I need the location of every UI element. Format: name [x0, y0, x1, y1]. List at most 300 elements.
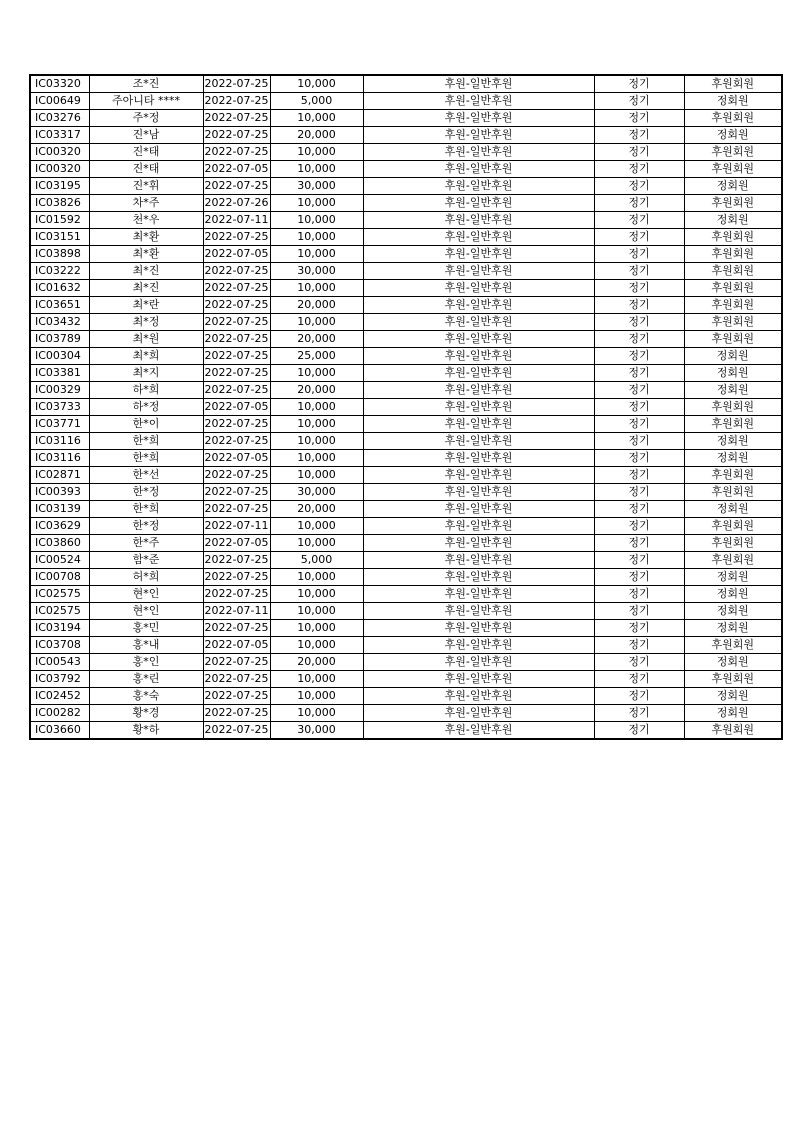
member-id-cell: IC00329	[30, 382, 89, 399]
table-row	[30, 212, 782, 229]
donation-date-cell: 2022-07-25	[203, 331, 270, 348]
period-cell: 정기	[594, 399, 684, 416]
member-id-cell: IC03139	[30, 501, 89, 518]
donor-name-cell: 최*희	[89, 348, 203, 365]
table-row	[30, 688, 782, 705]
member-id-cell: IC03651	[30, 297, 89, 314]
member-type-cell: 후원회원	[684, 399, 782, 416]
donation-type-cell: 후원-일반후원	[363, 688, 594, 705]
table-row	[30, 93, 782, 110]
donation-date-cell: 2022-07-05	[203, 399, 270, 416]
amount-cell: 10,000	[270, 518, 363, 535]
member-id-cell: IC03276	[30, 110, 89, 127]
amount-cell: 10,000	[270, 365, 363, 382]
member-type-cell: 정회원	[684, 688, 782, 705]
table-row	[30, 280, 782, 297]
amount-cell: 5,000	[270, 552, 363, 569]
amount-cell: 10,000	[270, 416, 363, 433]
amount-cell: 10,000	[270, 569, 363, 586]
member-type-cell: 정회원	[684, 433, 782, 450]
donation-type-cell: 후원-일반후원	[363, 552, 594, 569]
donation-type-cell: 후원-일반후원	[363, 399, 594, 416]
table-row	[30, 637, 782, 654]
donation-date-cell: 2022-07-26	[203, 195, 270, 212]
period-cell: 정기	[594, 586, 684, 603]
donation-date-cell: 2022-07-25	[203, 688, 270, 705]
period-cell: 정기	[594, 212, 684, 229]
period-cell: 정기	[594, 722, 684, 740]
amount-cell: 10,000	[270, 620, 363, 637]
member-type-cell: 정회원	[684, 569, 782, 586]
donation-type-cell: 후원-일반후원	[363, 314, 594, 331]
donor-name-cell: 조*진	[89, 75, 203, 93]
donation-type-cell: 후원-일반후원	[363, 382, 594, 399]
table-body	[30, 75, 782, 739]
amount-cell: 30,000	[270, 484, 363, 501]
period-cell: 정기	[594, 229, 684, 246]
period-cell: 정기	[594, 110, 684, 127]
table-row	[30, 552, 782, 569]
table-row	[30, 484, 782, 501]
member-type-cell: 정회원	[684, 654, 782, 671]
member-type-cell: 정회원	[684, 586, 782, 603]
donor-name-cell: 최*지	[89, 365, 203, 382]
donation-type-cell: 후원-일반후원	[363, 212, 594, 229]
donation-type-cell: 후원-일반후원	[363, 467, 594, 484]
donor-name-cell: 한*주	[89, 535, 203, 552]
period-cell: 정기	[594, 161, 684, 178]
donor-name-cell: 최*진	[89, 280, 203, 297]
donation-date-cell: 2022-07-25	[203, 433, 270, 450]
member-id-cell: IC03195	[30, 178, 89, 195]
table-row	[30, 722, 782, 740]
table-row	[30, 246, 782, 263]
member-type-cell: 후원회원	[684, 314, 782, 331]
member-id-cell: IC03432	[30, 314, 89, 331]
period-cell: 정기	[594, 263, 684, 280]
amount-cell: 10,000	[270, 705, 363, 722]
donor-name-cell: 홍*린	[89, 671, 203, 688]
member-id-cell: IC00649	[30, 93, 89, 110]
member-type-cell: 정회원	[684, 348, 782, 365]
period-cell: 정기	[594, 705, 684, 722]
donor-name-cell: 주*정	[89, 110, 203, 127]
period-cell: 정기	[594, 433, 684, 450]
member-type-cell: 후원회원	[684, 161, 782, 178]
amount-cell: 20,000	[270, 501, 363, 518]
donor-name-cell: 함*준	[89, 552, 203, 569]
period-cell: 정기	[594, 603, 684, 620]
amount-cell: 10,000	[270, 399, 363, 416]
member-type-cell: 후원회원	[684, 484, 782, 501]
donation-date-cell: 2022-07-25	[203, 229, 270, 246]
donation-date-cell: 2022-07-11	[203, 603, 270, 620]
member-type-cell: 후원회원	[684, 671, 782, 688]
member-id-cell: IC03771	[30, 416, 89, 433]
donor-name-cell: 하*정	[89, 399, 203, 416]
period-cell: 정기	[594, 688, 684, 705]
donor-name-cell: 현*인	[89, 603, 203, 620]
period-cell: 정기	[594, 280, 684, 297]
donation-type-cell: 후원-일반후원	[363, 127, 594, 144]
period-cell: 정기	[594, 671, 684, 688]
table-row	[30, 229, 782, 246]
amount-cell: 25,000	[270, 348, 363, 365]
table-row	[30, 535, 782, 552]
member-id-cell: IC03789	[30, 331, 89, 348]
period-cell: 정기	[594, 297, 684, 314]
donation-type-cell: 후원-일반후원	[363, 348, 594, 365]
member-id-cell: IC00320	[30, 161, 89, 178]
member-id-cell: IC03320	[30, 75, 89, 93]
table-row	[30, 382, 782, 399]
member-type-cell: 후원회원	[684, 246, 782, 263]
donation-type-cell: 후원-일반후원	[363, 416, 594, 433]
member-id-cell: IC03826	[30, 195, 89, 212]
donation-date-cell: 2022-07-05	[203, 246, 270, 263]
table-row	[30, 586, 782, 603]
table-row	[30, 75, 782, 93]
amount-cell: 10,000	[270, 450, 363, 467]
member-id-cell: IC02575	[30, 603, 89, 620]
donation-date-cell: 2022-07-25	[203, 314, 270, 331]
amount-cell: 10,000	[270, 688, 363, 705]
table-row	[30, 603, 782, 620]
period-cell: 정기	[594, 637, 684, 654]
table-row	[30, 450, 782, 467]
period-cell: 정기	[594, 144, 684, 161]
period-cell: 정기	[594, 450, 684, 467]
member-id-cell: IC03194	[30, 620, 89, 637]
donor-name-cell: 진*태	[89, 161, 203, 178]
donor-name-cell: 최*진	[89, 263, 203, 280]
donation-date-cell: 2022-07-11	[203, 518, 270, 535]
donation-date-cell: 2022-07-25	[203, 467, 270, 484]
donor-name-cell: 홍*인	[89, 654, 203, 671]
donation-date-cell: 2022-07-25	[203, 722, 270, 740]
donor-name-cell: 허*희	[89, 569, 203, 586]
member-id-cell: IC02575	[30, 586, 89, 603]
member-type-cell: 후원회원	[684, 75, 782, 93]
table-row	[30, 331, 782, 348]
donation-date-cell: 2022-07-25	[203, 127, 270, 144]
donation-date-cell: 2022-07-25	[203, 382, 270, 399]
donor-name-cell: 천*우	[89, 212, 203, 229]
member-type-cell: 후원회원	[684, 195, 782, 212]
donation-date-cell: 2022-07-25	[203, 365, 270, 382]
donation-type-cell: 후원-일반후원	[363, 297, 594, 314]
donor-name-cell: 주아니타 ****	[89, 93, 203, 110]
period-cell: 정기	[594, 620, 684, 637]
period-cell: 정기	[594, 416, 684, 433]
table-row	[30, 314, 782, 331]
member-type-cell: 정회원	[684, 603, 782, 620]
member-type-cell: 정회원	[684, 365, 782, 382]
donor-name-cell: 진*태	[89, 144, 203, 161]
member-type-cell: 정회원	[684, 501, 782, 518]
member-type-cell: 후원회원	[684, 637, 782, 654]
member-type-cell: 후원회원	[684, 518, 782, 535]
table-row	[30, 297, 782, 314]
amount-cell: 10,000	[270, 161, 363, 178]
donation-date-cell: 2022-07-25	[203, 93, 270, 110]
member-id-cell: IC03629	[30, 518, 89, 535]
amount-cell: 10,000	[270, 110, 363, 127]
member-id-cell: IC00708	[30, 569, 89, 586]
donation-date-cell: 2022-07-25	[203, 569, 270, 586]
donation-date-cell: 2022-07-25	[203, 178, 270, 195]
donation-date-cell: 2022-07-25	[203, 75, 270, 93]
amount-cell: 10,000	[270, 535, 363, 552]
table-row	[30, 416, 782, 433]
donor-name-cell: 최*환	[89, 246, 203, 263]
donation-type-cell: 후원-일반후원	[363, 110, 594, 127]
donor-name-cell: 최*란	[89, 297, 203, 314]
donor-name-cell: 한*희	[89, 450, 203, 467]
table-row	[30, 501, 782, 518]
member-id-cell: IC01592	[30, 212, 89, 229]
amount-cell: 30,000	[270, 178, 363, 195]
table-row	[30, 569, 782, 586]
member-id-cell: IC02871	[30, 467, 89, 484]
donation-date-cell: 2022-07-25	[203, 297, 270, 314]
donation-type-cell: 후원-일반후원	[363, 535, 594, 552]
member-type-cell: 후원회원	[684, 144, 782, 161]
member-id-cell: IC03792	[30, 671, 89, 688]
period-cell: 정기	[594, 314, 684, 331]
member-type-cell: 후원회원	[684, 110, 782, 127]
amount-cell: 20,000	[270, 127, 363, 144]
member-type-cell: 후원회원	[684, 229, 782, 246]
donation-type-cell: 후원-일반후원	[363, 501, 594, 518]
period-cell: 정기	[594, 569, 684, 586]
table-row	[30, 620, 782, 637]
table-row	[30, 518, 782, 535]
amount-cell: 20,000	[270, 654, 363, 671]
donation-date-cell: 2022-07-25	[203, 280, 270, 297]
amount-cell: 10,000	[270, 195, 363, 212]
donor-name-cell: 차*주	[89, 195, 203, 212]
donation-type-cell: 후원-일반후원	[363, 518, 594, 535]
donor-name-cell: 한*희	[89, 501, 203, 518]
donation-date-cell: 2022-07-25	[203, 586, 270, 603]
donation-date-cell: 2022-07-05	[203, 535, 270, 552]
period-cell: 정기	[594, 382, 684, 399]
donor-name-cell: 황*하	[89, 722, 203, 740]
member-type-cell: 정회원	[684, 382, 782, 399]
donation-type-cell: 후원-일반후원	[363, 144, 594, 161]
donation-type-cell: 후원-일반후원	[363, 75, 594, 93]
donation-type-cell: 후원-일반후원	[363, 365, 594, 382]
donation-type-cell: 후원-일반후원	[363, 229, 594, 246]
donation-type-cell: 후원-일반후원	[363, 637, 594, 654]
member-id-cell: IC03860	[30, 535, 89, 552]
table-row	[30, 399, 782, 416]
donor-name-cell: 최*원	[89, 331, 203, 348]
member-type-cell: 후원회원	[684, 552, 782, 569]
amount-cell: 10,000	[270, 212, 363, 229]
donation-date-cell: 2022-07-25	[203, 263, 270, 280]
member-id-cell: IC03708	[30, 637, 89, 654]
amount-cell: 10,000	[270, 246, 363, 263]
amount-cell: 10,000	[270, 467, 363, 484]
donation-date-cell: 2022-07-25	[203, 110, 270, 127]
donation-type-cell: 후원-일반후원	[363, 161, 594, 178]
member-id-cell: IC00320	[30, 144, 89, 161]
donation-type-cell: 후원-일반후원	[363, 195, 594, 212]
member-type-cell: 후원회원	[684, 416, 782, 433]
table-row	[30, 110, 782, 127]
donor-name-cell: 현*인	[89, 586, 203, 603]
member-type-cell: 정회원	[684, 127, 782, 144]
period-cell: 정기	[594, 654, 684, 671]
member-id-cell: IC03222	[30, 263, 89, 280]
member-id-cell: IC00304	[30, 348, 89, 365]
donation-date-cell: 2022-07-11	[203, 212, 270, 229]
donor-name-cell: 홍*민	[89, 620, 203, 637]
table-row	[30, 263, 782, 280]
donation-date-cell: 2022-07-25	[203, 348, 270, 365]
period-cell: 정기	[594, 467, 684, 484]
table-row	[30, 467, 782, 484]
amount-cell: 10,000	[270, 280, 363, 297]
member-id-cell: IC00524	[30, 552, 89, 569]
donor-name-cell: 한*희	[89, 433, 203, 450]
donation-type-cell: 후원-일반후원	[363, 569, 594, 586]
amount-cell: 5,000	[270, 93, 363, 110]
donor-name-cell: 최*정	[89, 314, 203, 331]
donor-name-cell: 진*휘	[89, 178, 203, 195]
member-id-cell: IC00543	[30, 654, 89, 671]
amount-cell: 10,000	[270, 314, 363, 331]
donation-type-cell: 후원-일반후원	[363, 603, 594, 620]
period-cell: 정기	[594, 246, 684, 263]
period-cell: 정기	[594, 75, 684, 93]
donation-type-cell: 후원-일반후원	[363, 654, 594, 671]
table-row	[30, 433, 782, 450]
donation-type-cell: 후원-일반후원	[363, 280, 594, 297]
donor-name-cell: 한*이	[89, 416, 203, 433]
table-row	[30, 365, 782, 382]
donation-type-cell: 후원-일반후원	[363, 263, 594, 280]
amount-cell: 20,000	[270, 331, 363, 348]
amount-cell: 30,000	[270, 722, 363, 740]
member-id-cell: IC03151	[30, 229, 89, 246]
amount-cell: 20,000	[270, 297, 363, 314]
table-row	[30, 127, 782, 144]
donor-name-cell: 하*희	[89, 382, 203, 399]
donation-records-sheet	[29, 74, 781, 740]
member-id-cell: IC02452	[30, 688, 89, 705]
amount-cell: 20,000	[270, 382, 363, 399]
donation-date-cell: 2022-07-05	[203, 161, 270, 178]
amount-cell: 10,000	[270, 586, 363, 603]
donation-records-table	[29, 74, 783, 740]
member-type-cell: 정회원	[684, 178, 782, 195]
donor-name-cell: 한*정	[89, 484, 203, 501]
donation-date-cell: 2022-07-05	[203, 637, 270, 654]
amount-cell: 10,000	[270, 603, 363, 620]
member-type-cell: 정회원	[684, 705, 782, 722]
period-cell: 정기	[594, 552, 684, 569]
member-id-cell: IC03898	[30, 246, 89, 263]
member-type-cell: 후원회원	[684, 331, 782, 348]
member-id-cell: IC03660	[30, 722, 89, 740]
donor-name-cell: 한*정	[89, 518, 203, 535]
member-id-cell: IC03116	[30, 433, 89, 450]
period-cell: 정기	[594, 484, 684, 501]
member-type-cell: 후원회원	[684, 280, 782, 297]
member-type-cell: 정회원	[684, 212, 782, 229]
donation-type-cell: 후원-일반후원	[363, 620, 594, 637]
member-id-cell: IC03317	[30, 127, 89, 144]
donation-type-cell: 후원-일반후원	[363, 178, 594, 195]
donation-date-cell: 2022-07-25	[203, 144, 270, 161]
period-cell: 정기	[594, 518, 684, 535]
member-id-cell: IC00393	[30, 484, 89, 501]
amount-cell: 10,000	[270, 229, 363, 246]
amount-cell: 10,000	[270, 75, 363, 93]
donor-name-cell: 황*경	[89, 705, 203, 722]
donation-date-cell: 2022-07-25	[203, 552, 270, 569]
member-type-cell: 정회원	[684, 620, 782, 637]
period-cell: 정기	[594, 178, 684, 195]
table-row	[30, 654, 782, 671]
donation-date-cell: 2022-07-25	[203, 484, 270, 501]
amount-cell: 30,000	[270, 263, 363, 280]
amount-cell: 10,000	[270, 637, 363, 654]
table-row	[30, 671, 782, 688]
period-cell: 정기	[594, 501, 684, 518]
member-type-cell: 후원회원	[684, 263, 782, 280]
table-row	[30, 195, 782, 212]
donation-type-cell: 후원-일반후원	[363, 722, 594, 740]
period-cell: 정기	[594, 127, 684, 144]
donation-type-cell: 후원-일반후원	[363, 93, 594, 110]
member-id-cell: IC01632	[30, 280, 89, 297]
donation-date-cell: 2022-07-25	[203, 416, 270, 433]
donation-date-cell: 2022-07-25	[203, 671, 270, 688]
amount-cell: 10,000	[270, 433, 363, 450]
donation-type-cell: 후원-일반후원	[363, 705, 594, 722]
donation-type-cell: 후원-일반후원	[363, 671, 594, 688]
member-type-cell: 후원회원	[684, 297, 782, 314]
amount-cell: 10,000	[270, 144, 363, 161]
donation-type-cell: 후원-일반후원	[363, 433, 594, 450]
donor-name-cell: 최*환	[89, 229, 203, 246]
period-cell: 정기	[594, 535, 684, 552]
table-row	[30, 705, 782, 722]
member-type-cell: 정회원	[684, 93, 782, 110]
donation-type-cell: 후원-일반후원	[363, 450, 594, 467]
donor-name-cell: 홍*숙	[89, 688, 203, 705]
member-type-cell: 후원회원	[684, 722, 782, 740]
member-type-cell: 후원회원	[684, 467, 782, 484]
member-type-cell: 후원회원	[684, 535, 782, 552]
donation-type-cell: 후원-일반후원	[363, 484, 594, 501]
donation-type-cell: 후원-일반후원	[363, 246, 594, 263]
donation-type-cell: 후원-일반후원	[363, 331, 594, 348]
table-row	[30, 144, 782, 161]
amount-cell: 10,000	[270, 671, 363, 688]
donation-date-cell: 2022-07-05	[203, 450, 270, 467]
donation-type-cell: 후원-일반후원	[363, 586, 594, 603]
member-id-cell: IC03381	[30, 365, 89, 382]
member-id-cell: IC00282	[30, 705, 89, 722]
table-row	[30, 348, 782, 365]
period-cell: 정기	[594, 331, 684, 348]
table-row	[30, 161, 782, 178]
